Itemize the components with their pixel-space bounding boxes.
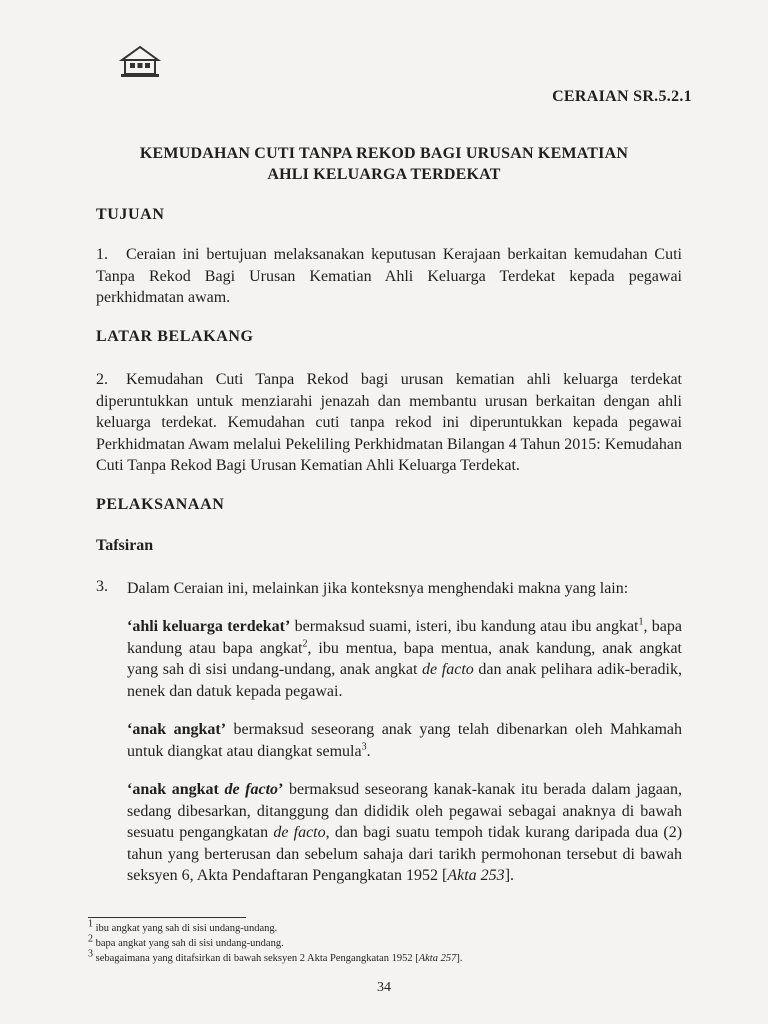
subheading-tafsiran: Tafsiran [96,537,154,554]
definition-ahli-keluarga-terdekat [127,616,682,702]
footnote-3 [88,948,463,965]
definition-term: ‘ahli keluarga terdekat’ [127,618,291,635]
paragraph-1 [96,244,682,309]
building-emblem-icon [116,44,164,80]
term-italic: de facto [224,781,279,798]
definition-anak-angkat-de-facto [127,779,682,887]
footnote-text: ]. [456,953,463,964]
footnote-italic: Akta 257 [418,953,457,964]
footnote-2 [88,933,284,950]
definition-text: bermaksud suami, isteri, ibu kandung atau ibu angkat [290,618,639,635]
paragraph-text: Kemudahan Cuti Tanpa Rekod bagi urusan kematian ahli keluarga terdekat diperuntukkan untuk menziarahi jenazah dan membantu urusan berkaitan dengan ahli keluarga terdekat. Kemudahan cuti tanpa rekod ini diperuntukkan kepada pegawai Perkhidmatan Awam melalui Pekeliling Perkhidmatan Bilangan 4 Tahun 2015: Kemudahan Cuti Tanpa Rekod Bagi Urusan Kematian Ahli Keluarga Terdekat. [96,371,682,474]
footnote-text: bapa angkat yang sah di sisi undang-undang. [93,938,284,949]
term-text: ‘anak angkat [127,781,225,798]
footnote-number: 2 [88,933,93,945]
paragraph-number: 2. [96,371,108,388]
page-number: 34 [377,980,391,995]
definition-text: , dan bagi suatu tempoh tidak kurang daripada dua (2) tahun yang berterusan dan sebelum sahaja dari tarikh permohonan tersebut di bawah seksyen 6, Akta Pendaftaran Pengangkatan 1952 [ [127,824,683,884]
document-reference: CERAIAN SR.5.2.1 [552,88,692,105]
footnote-number: 1 [88,918,93,930]
footnote-text: ibu angkat yang sah di sisi undang-undang. [93,923,278,934]
footnote-text: sebagaimana yang ditafsirkan di bawah seksyen 2 Akta Pengangkatan 1952 [ [93,953,419,964]
definition-text: ]. [504,867,515,884]
definition-term: ‘anak angkat’ [127,721,227,738]
footnote-number: 3 [88,948,93,960]
footnote-ref[interactable]: 2 [302,638,308,650]
paragraph-3: Dalam Ceraian ini, melainkan jika konteksnya menghendaki makna yang lain: [127,580,629,597]
italic-term: de facto [422,661,474,678]
definition-text: dan anak pelihara adik-beradik, nenek dan datuk kepada pegawai. [127,661,682,700]
title-line-2: AHLI KELUARGA TERDEKAT [267,166,501,183]
definition-text: bermaksud seseorang anak yang telah dibenarkan oleh Mahkamah untuk diangkat atau diangkat semula [127,721,683,760]
heading-tujuan: TUJUAN [96,206,165,223]
heading-latar-belakang: LATAR BELAKANG [96,328,254,345]
definition-anak-angkat [127,719,682,762]
paragraph-number: 3. [96,578,108,595]
definition-text: , bapa kandung atau bapa angkat [127,618,682,657]
document-title [90,143,678,185]
footnote-ref[interactable]: 1 [638,616,644,628]
footnote-divider [88,917,246,918]
footnote-ref[interactable]: 3 [361,741,367,753]
paragraph-2 [96,369,682,477]
footnote-1 [88,918,278,935]
term-text: ’ [278,781,284,798]
definition-text: , ibu mentua, bapa mentua, anak kandung, anak angkat yang sah di sisi undang-undang, anak angkat [127,639,682,678]
paragraph-text: Ceraian ini bertujuan melaksanakan keputusan Kerajaan berkaitan kemudahan Cuti Tanpa Rekod Bagi Urusan Kematian Ahli Keluarga Terdekat kepada pegawai perkhidmatan awam. [96,246,682,306]
definition-text: bermaksud seseorang kanak-kanak itu berada dalam jagaan, sedang dibesarkan, ditanggung dan dididik oleh pegawai sebagai anaknya di bawah sesuatu pengangkatan [127,781,683,841]
heading-pelaksanaan: PELAKSANAAN [96,496,225,513]
title-line-1: KEMUDAHAN CUTI TANPA REKOD BAGI URUSAN KEMATIAN [139,145,629,162]
definition-text: . [366,742,371,760]
act-reference: Akta 253 [447,867,505,884]
italic-term: de facto [273,824,326,841]
definition-term [127,781,283,798]
paragraph-number: 1. [96,246,108,263]
